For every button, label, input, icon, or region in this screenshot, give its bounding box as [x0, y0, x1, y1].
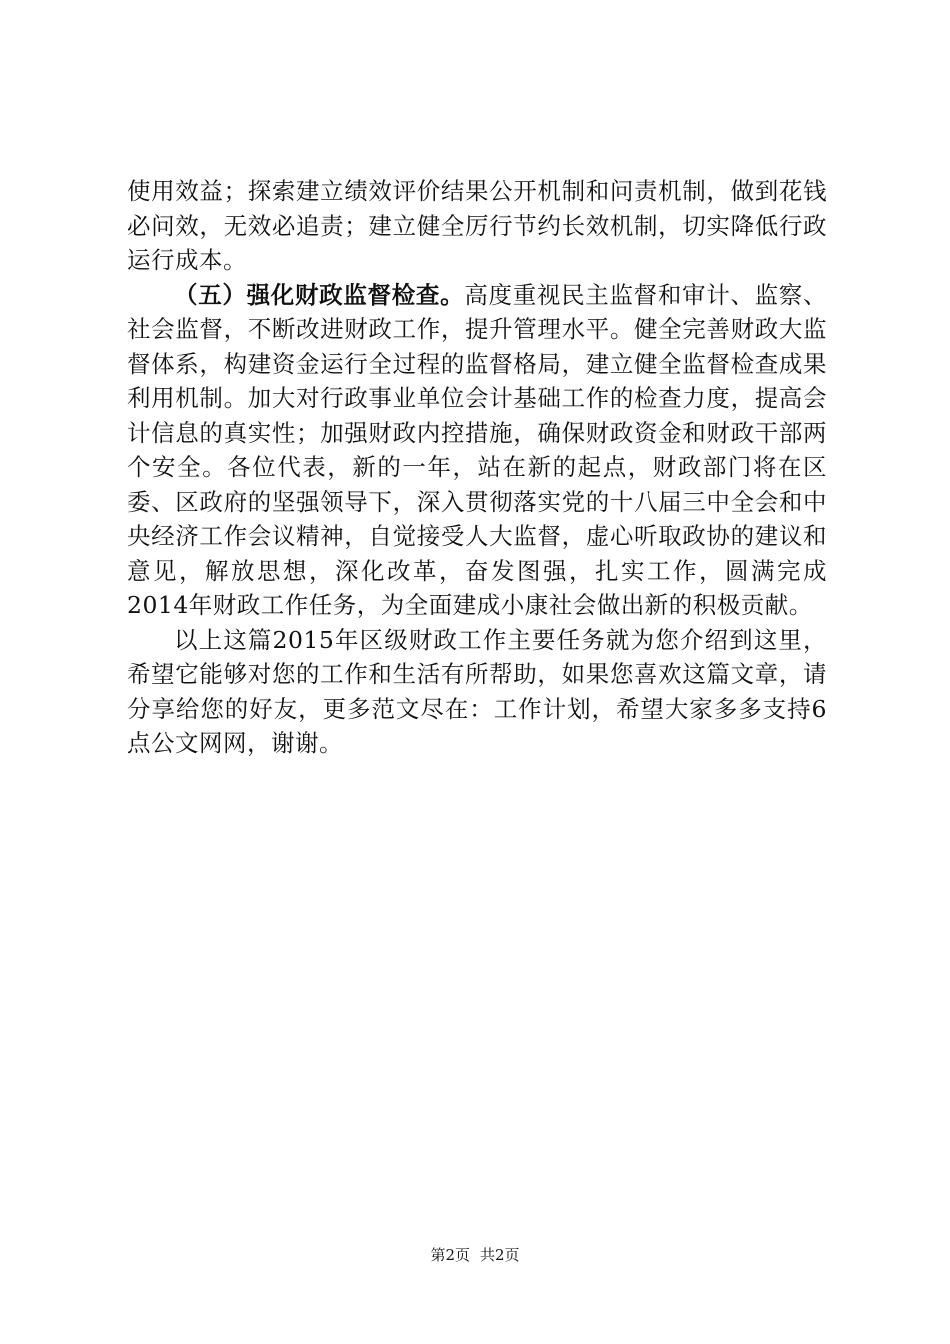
paragraph-continuation: [127, 174, 827, 278]
page-total: 共2页: [480, 1246, 520, 1264]
paragraph-text: 以上这篇2015年区级财政工作主要任务就为您介绍到这里，希望它能够对您的工作和生活有所帮助，如果您喜欢这篇文章，请分享给您的好友，更多范文尽在：工作计划，希望大家多多支持6点公文网网，谢谢。: [127, 625, 827, 757]
page-footer: [0, 1244, 950, 1265]
paragraph-closing: [127, 623, 827, 761]
section-heading: （五）强化财政监督检查。: [174, 280, 465, 309]
document-body: [127, 174, 827, 761]
page-number: 第2页: [430, 1246, 470, 1264]
paragraph-text: 高度重视民主监督和审计、监察、社会监督，不断改进财政工作，提升管理水平。健全完善财政大监督体系，构建资金运行全过程的监督格局，建立健全监督检查成果利用机制。加大对行政事业单位会计基础工作的检查力度，提高会计信息的真实性；加强财政内控措施，确保财政资金和财政干部两个安全。各位代表，新的一年，站在新的起点，财政部门将在区委、区政府的坚强领导下，深入贯彻落实党的十八届三中全会和中央经济工作会议精神，自觉接受人大监督，虚心听取政协的建议和意见，解放思想，深化改革，奋发图强，扎实工作，圆满完成2014年财政工作任务，为全面建成小康社会做出新的积极贡献。: [127, 280, 828, 619]
paragraph-text: 使用效益；探索建立绩效评价结果公开机制和问责机制，做到花钱必问效，无效必追责；建立健全厉行节约长效机制，切实降低行政运行成本。: [127, 177, 827, 274]
paragraph-section-five: [127, 278, 827, 623]
